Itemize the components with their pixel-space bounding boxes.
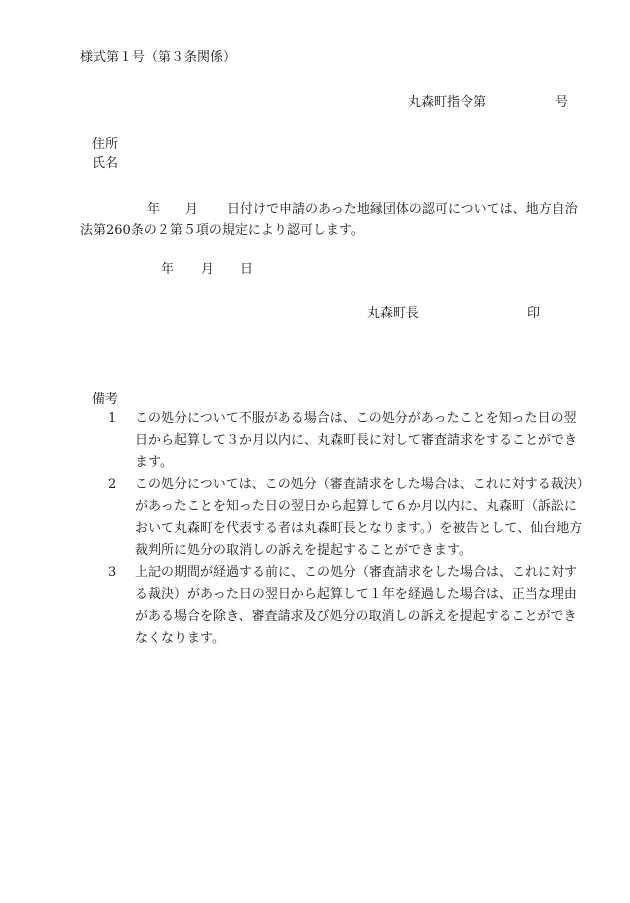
body-text-line2: 法第260条の２第５項の規定により認可します。 — [80, 223, 364, 238]
note-text: この処分について不服がある場合は、この処分があったことを知った日の翌日から起算して３か月以内に、丸森町長に対して審査請求をすることができます。 — [135, 411, 578, 470]
body-text-line1: 日付けで申請のあった地縁団体の認可については、地方自治 — [227, 202, 578, 217]
issue-date-day: 日 — [240, 262, 254, 277]
doc-number-prefix: 丸森町指令第 — [408, 95, 487, 110]
notes-heading: 備考 — [92, 392, 119, 407]
issue-date-year: 年 — [161, 262, 175, 277]
form-label: 様式第１号（第３条関係） — [80, 50, 237, 65]
note-number: 1 — [108, 411, 117, 426]
note-text: この処分については、この処分（審査請求をした場合は、これに対する裁決）があったことを知った日の翌日から起算して６か月以内に、丸森町（訴訟において丸森町を代表する者は丸森町長となります。）を被告として、仙台地方裁判所に処分の取消しの訴えを提起することができます。 — [135, 477, 584, 558]
issuer-title: 丸森町長 — [367, 306, 420, 321]
name-label: 氏名 — [92, 156, 119, 171]
doc-number-suffix: 号 — [555, 95, 569, 110]
body-date-month: 月 — [185, 202, 199, 217]
note-number: 3 — [108, 565, 117, 580]
body-date-year: 年 — [147, 202, 161, 217]
note-item — [95, 408, 585, 474]
issue-date-month: 月 — [201, 262, 215, 277]
note-number: 2 — [108, 477, 117, 492]
note-text: 上記の期間が経過する前に、この処分（審査請求をした場合は、これに対する裁決）があった日の翌日から起算して１年を経過した場合は、正当な理由がある場合を除き、審査請求及び処分の取消しの訴えを提起することができなくなります。 — [135, 565, 578, 646]
note-item — [95, 474, 585, 562]
note-item — [95, 562, 585, 650]
address-label: 住所 — [92, 137, 119, 152]
seal-mark: 印 — [527, 306, 541, 321]
